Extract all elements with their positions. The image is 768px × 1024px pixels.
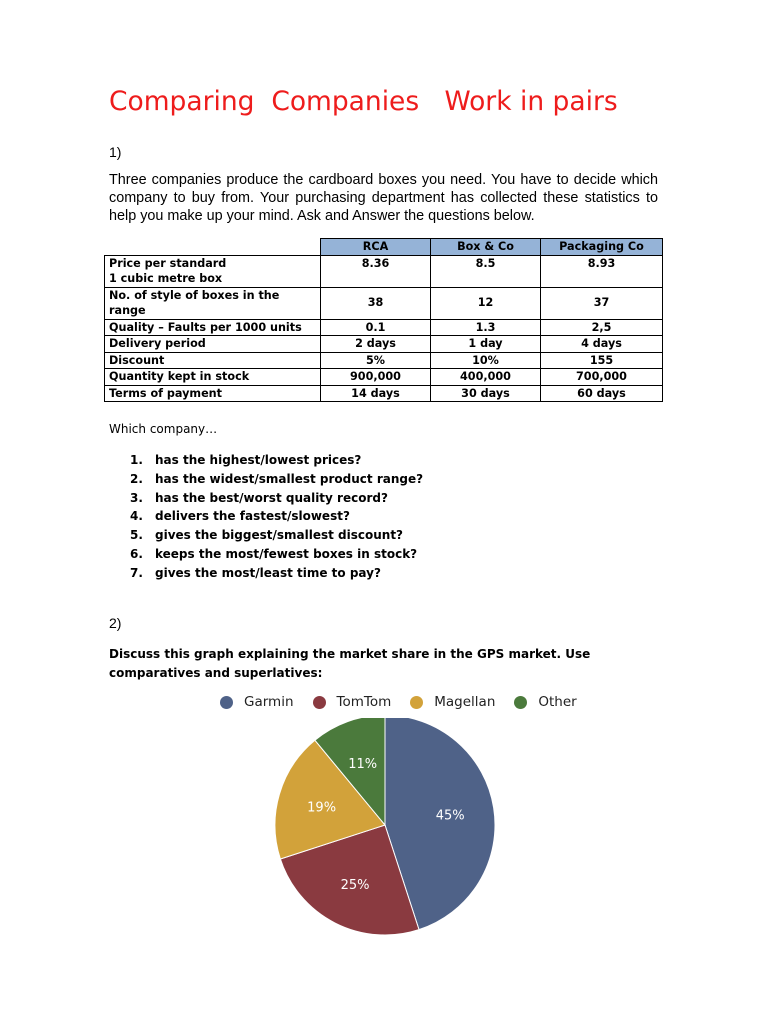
list-item <box>109 489 423 508</box>
pie-slice-label: 25% <box>340 877 370 893</box>
list-item <box>109 545 423 564</box>
question-list <box>109 451 423 583</box>
legend-item <box>514 694 576 710</box>
list-item-text: has the best/worst quality record? <box>155 490 388 505</box>
list-item <box>109 526 423 545</box>
legend-swatch <box>410 696 423 709</box>
table-cell: 8.36 <box>321 255 431 287</box>
table-cell: 30 days <box>431 385 541 402</box>
row-label: Quantity kept in stock <box>105 369 321 386</box>
table-cell: 8.5 <box>431 255 541 287</box>
table-cell: 12 <box>431 287 541 319</box>
company-stats-table <box>104 238 663 402</box>
table-cell: 2,5 <box>541 319 663 336</box>
row-label: Quality – Faults per 1000 units <box>105 319 321 336</box>
table-cell: 14 days <box>321 385 431 402</box>
table-row <box>105 319 663 336</box>
list-item-number: 3. <box>130 490 143 505</box>
legend-label: Other <box>538 694 577 710</box>
list-item-number: 5. <box>130 528 143 543</box>
legend-item <box>410 694 495 710</box>
section-2-number: 2) <box>109 615 122 631</box>
table-cell: 900,000 <box>321 369 431 386</box>
list-item-text: has the widest/smallest product range? <box>155 471 424 486</box>
legend-swatch <box>514 696 527 709</box>
questions-lead: Which company… <box>109 422 218 436</box>
list-item-text: has the highest/lowest prices? <box>155 453 362 467</box>
table-cell: 5% <box>321 352 431 369</box>
list-item-number: 7. <box>130 565 143 580</box>
table-header-row <box>105 239 663 256</box>
table-cell: 37 <box>541 287 663 319</box>
list-item-number: 6. <box>130 546 143 561</box>
list-item-number: 1. <box>130 453 143 467</box>
list-item <box>109 507 423 526</box>
legend-item <box>220 694 294 710</box>
section-1-intro: Three companies produce the cardboard boxes you need. You have to decide which company to buy from. Your purchasing department has collected these statistics to help you make up your mind. Ask and Answer the questions below. <box>109 172 658 224</box>
list-item-text: delivers the fastest/slowest? <box>155 509 350 524</box>
list-item <box>109 470 423 489</box>
legend-swatch <box>220 696 233 709</box>
chart-legend <box>220 692 596 712</box>
section-1-number: 1) <box>109 144 122 160</box>
table-cell: 8.93 <box>541 255 663 287</box>
legend-item <box>313 694 392 710</box>
pie-slice-label: 19% <box>307 800 337 816</box>
legend-swatch <box>313 696 326 709</box>
pie-slice-label: 45% <box>435 808 465 824</box>
list-item-text: gives the biggest/smallest discount? <box>155 528 404 543</box>
column-header-box-co: Box & Co <box>431 239 541 256</box>
pie-slice-label: 11% <box>348 756 378 772</box>
legend-label: Magellan <box>434 694 496 710</box>
row-label: Discount <box>105 352 321 369</box>
legend-label: Garmin <box>244 694 294 710</box>
row-label: Terms of payment <box>105 385 321 402</box>
table-cell: 1 day <box>431 336 541 353</box>
column-header-packaging-co: Packaging Co <box>541 239 663 256</box>
table-corner-cell <box>105 239 321 256</box>
table-row <box>105 352 663 369</box>
table-cell: 2 days <box>321 336 431 353</box>
list-item <box>109 451 423 470</box>
row-label: Delivery period <box>105 336 321 353</box>
table-row <box>105 369 663 386</box>
row-label: No. of style of boxes in the range <box>105 287 321 319</box>
table-cell: 38 <box>321 287 431 319</box>
list-item-text: gives the most/least time to pay? <box>155 565 381 580</box>
table-cell: 0.1 <box>321 319 431 336</box>
list-item-number: 4. <box>130 509 143 524</box>
column-header-rca: RCA <box>321 239 431 256</box>
list-item <box>109 564 423 583</box>
table-row <box>105 385 663 402</box>
market-share-pie-chart <box>270 718 500 938</box>
table-row <box>105 255 663 287</box>
table-cell: 4 days <box>541 336 663 353</box>
page-title: Comparing Companies Work in pairs <box>109 86 618 117</box>
list-item-number: 2. <box>130 471 143 486</box>
row-label: Price per standard 1 cubic metre box <box>105 255 321 287</box>
list-item-text: keeps the most/fewest boxes in stock? <box>155 546 418 561</box>
table-cell: 60 days <box>541 385 663 402</box>
table-row <box>105 336 663 353</box>
legend-label: TomTom <box>336 694 392 710</box>
table-cell: 700,000 <box>541 369 663 386</box>
table-cell: 400,000 <box>431 369 541 386</box>
section-2-instruction: Discuss this graph explaining the market share in the GPS market. Use comparatives and superlatives: <box>109 647 591 680</box>
table-cell: 10% <box>431 352 541 369</box>
table-row <box>105 287 663 319</box>
table-cell: 1.3 <box>431 319 541 336</box>
table-cell: 155 <box>541 352 663 369</box>
